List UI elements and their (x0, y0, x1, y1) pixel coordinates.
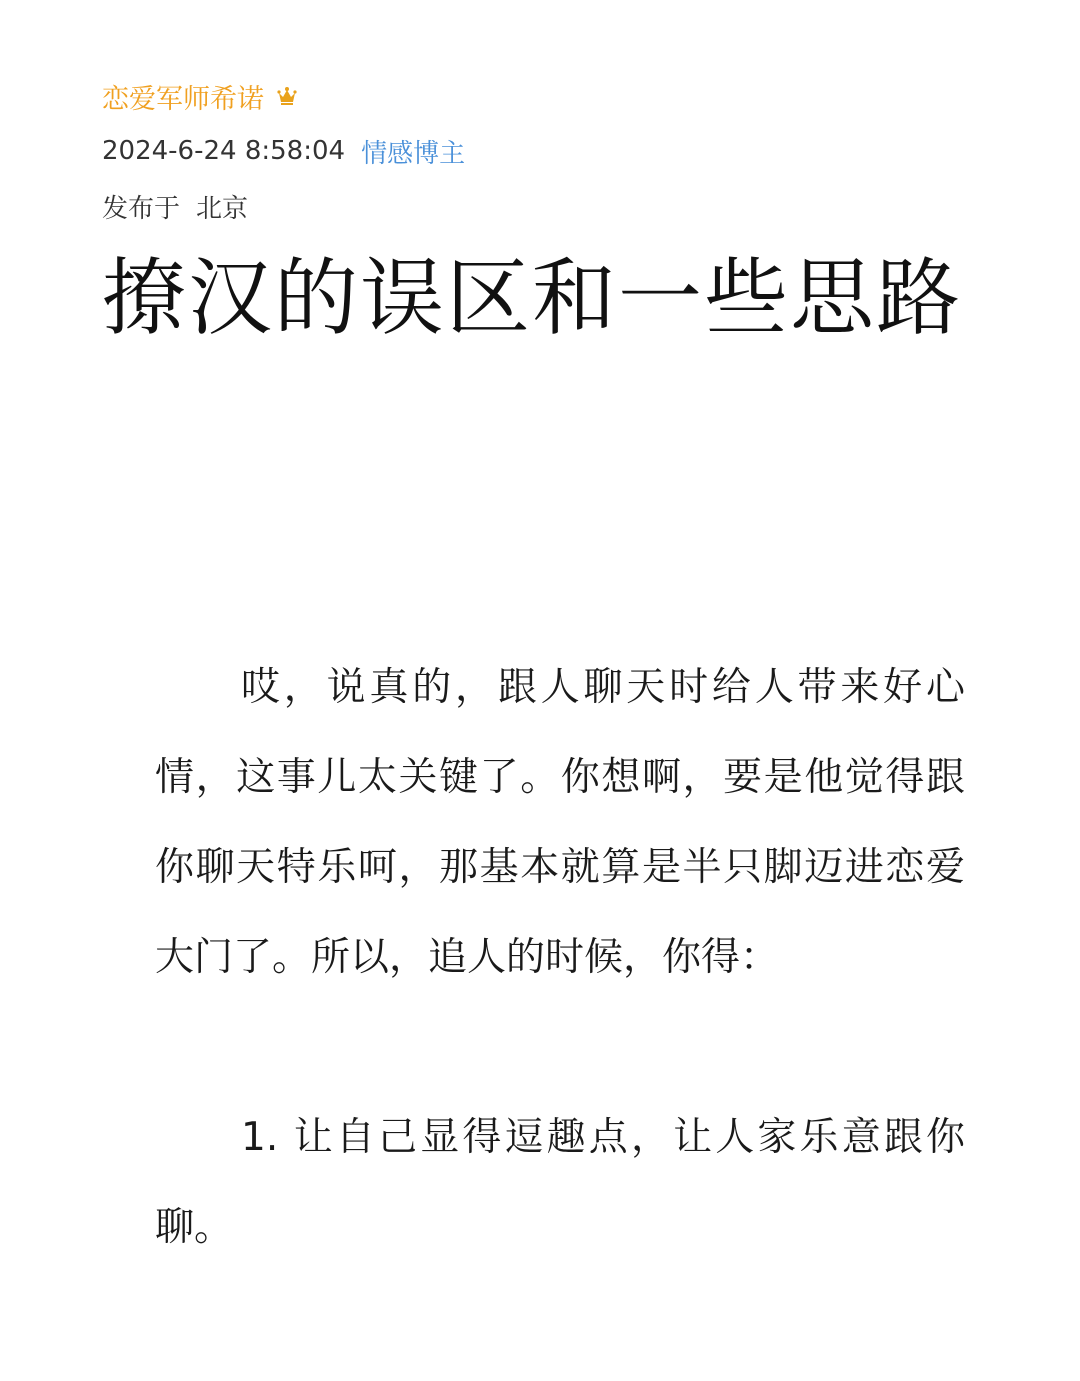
crown-icon (276, 85, 298, 107)
location-label: 发布于 (102, 193, 181, 224)
post-timestamp: 2024-6-24 8:58:04 (102, 136, 346, 166)
article-paragraph: 1. 让自己显得逗趣点，让人家乐意跟你聊。 (155, 1115, 965, 1250)
post-meta (102, 131, 465, 171)
article-paragraph: 哎，说真的，跟人聊天时给人带来好心情，这事儿太关键了。你想啊，要是他觉得跟你聊天特乐呵，那基本就算是半只脚迈进恋爱大门了。所以，追人的时候，你得： (155, 665, 965, 980)
article-body (155, 643, 965, 1273)
author-tag[interactable]: 情感博主 (361, 138, 466, 169)
author-row (102, 76, 298, 116)
article-title: 撩汉的误区和一些思路 (102, 249, 963, 347)
post-location (102, 186, 248, 226)
location-value: 北京 (196, 193, 249, 224)
author-name[interactable]: 恋爱军师希诺 (102, 83, 264, 115)
